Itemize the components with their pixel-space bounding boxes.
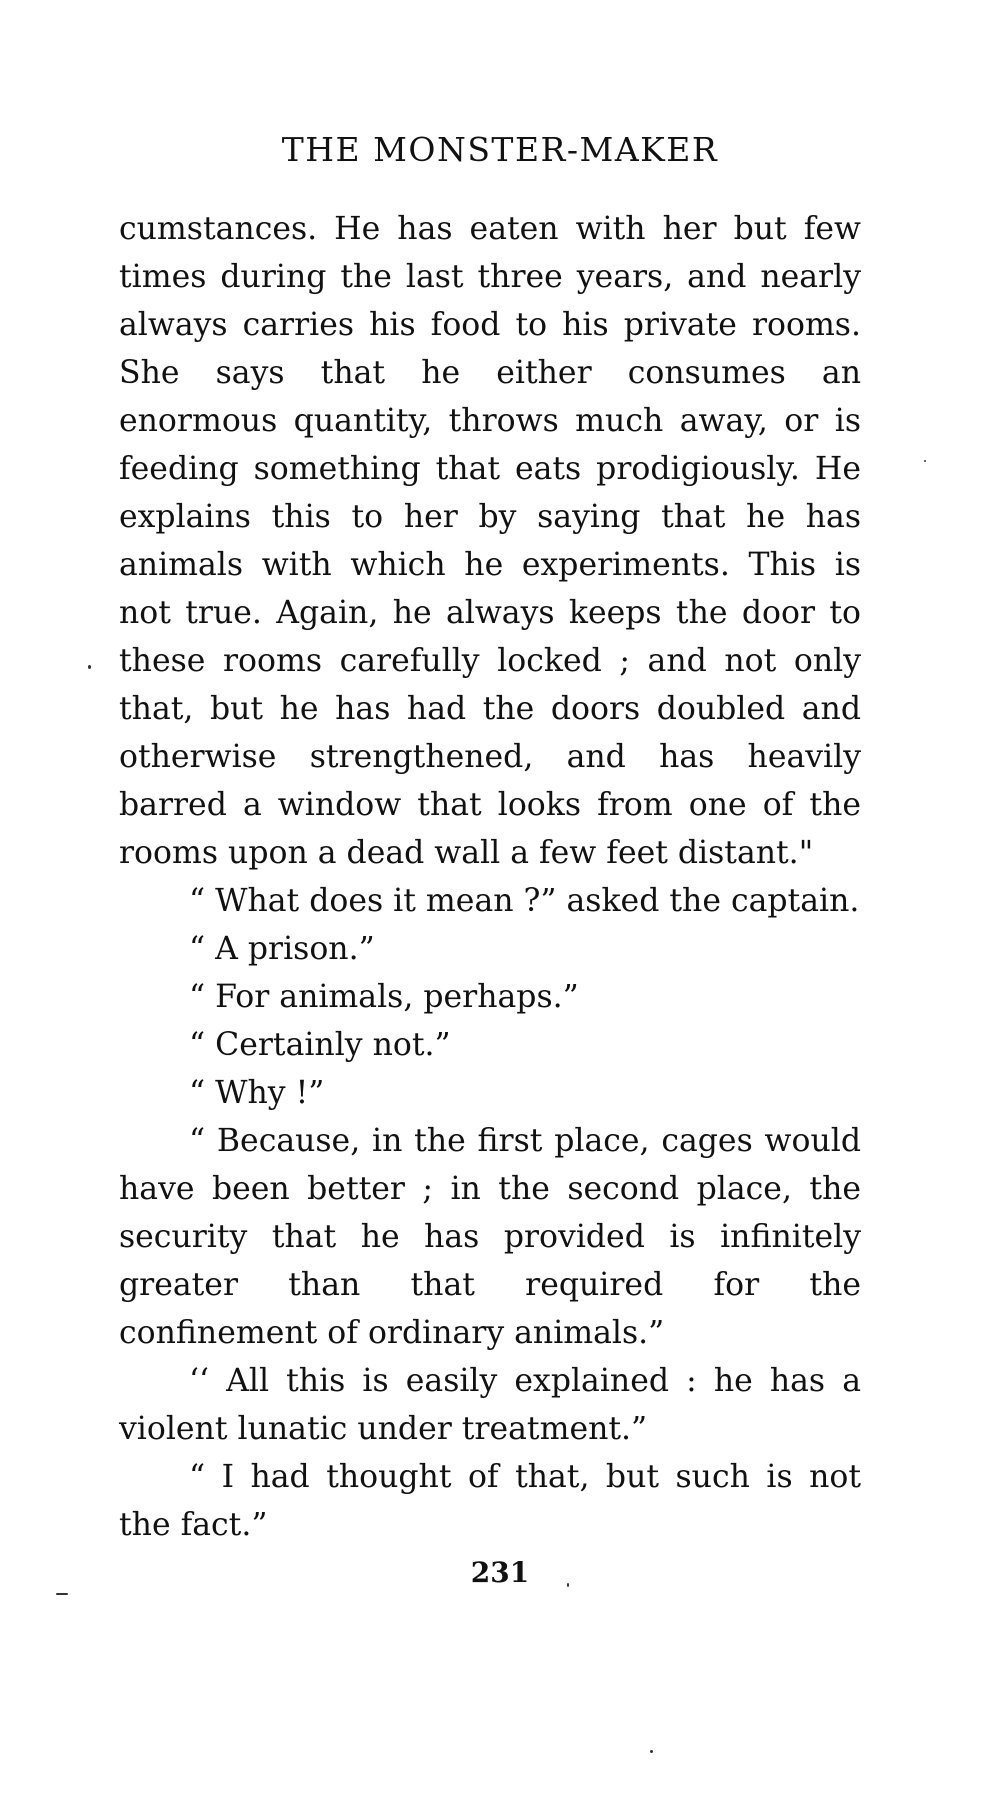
- paragraph-dialogue: “ A prison.”: [189, 931, 375, 967]
- scan-speck: [56, 1593, 68, 1595]
- running-title: THE MONSTER-MAKER: [281, 130, 719, 169]
- paragraph-dialogue: “ Certainly not.”: [189, 1027, 451, 1063]
- body-text: [119, 205, 861, 1549]
- paragraph-continued: cumstances. He has eaten with her but few times during the last three years, and nearly always carries his food to his private rooms. She says that he either consumes an enormous quantity, throws much away, or is feeding something that eats prodigiously. He explains this to her by saying that he has animals with which he experiments. This is not true. Again, he always keeps the door to these rooms carefully locked ; and not only that, but he has had the doors doubled and otherwise strengthened, and has heavily barred a window that looks from one of the rooms upon a dead wall a few feet distant.": [119, 211, 861, 871]
- paragraph-dialogue: “ Because, in the first place, cages would have been better ; in the second place, the security that he has provided is infinitely greater than that required for the confinement of ordinary animals.”: [119, 1123, 861, 1351]
- paragraph-dialogue: “ Why !”: [189, 1075, 325, 1111]
- paragraph-dialogue: “ What does it mean ?” asked the captain.: [189, 883, 860, 919]
- paragraph-dialogue: “ I had thought of that, but such is not the fact.”: [119, 1459, 861, 1543]
- page-number: 231: [470, 1556, 530, 1589]
- scan-speck: [924, 460, 926, 462]
- paragraph-dialogue: ‘‘ All this is easily explained : he has a violent lunatic under treatment.”: [119, 1363, 861, 1447]
- paragraph-dialogue: “ For animals, perhaps.”: [189, 979, 579, 1015]
- scan-speck: [650, 1750, 653, 1753]
- scan-speck: [567, 1583, 569, 1587]
- scan-speck: [88, 665, 91, 669]
